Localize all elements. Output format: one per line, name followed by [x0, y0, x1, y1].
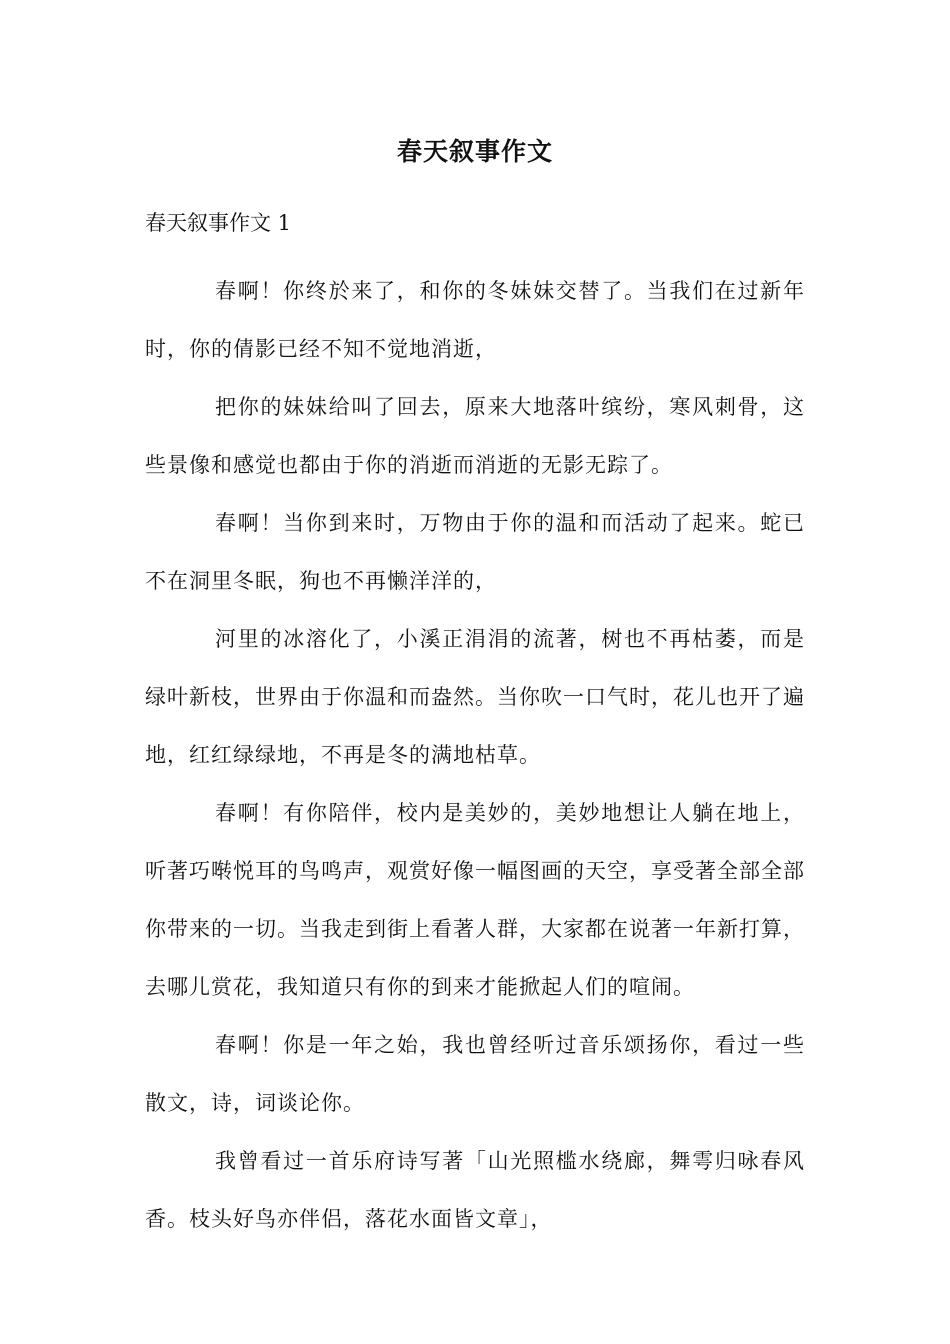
paragraph: 春啊！你是一年之始，我也曾经听过音乐颂扬你，看过一些散文，诗，词谈论你。 — [145, 1033, 805, 1115]
document-body — [145, 262, 805, 1248]
paragraph: 把你的妹妹给叫了回去，原来大地落叶缤纷，寒风刺骨，这些景像和感觉也都由于你的消逝而消逝的无影无踪了。 — [145, 395, 805, 477]
section-heading: 春天叙事作文 1 — [145, 211, 292, 235]
paragraph: 春啊！你终於来了，和你的冬妹妹交替了。当我们在过新年时，你的倩影已经不知不觉地消逝， — [145, 279, 805, 361]
document-title: 春天叙事作文 — [396, 137, 553, 166]
paragraph: 春啊！有你陪伴，校内是美妙的，美妙地想让人躺在地上，听著巧啭悦耳的鸟鸣声，观赏好像一幅图画的天空，享受著全部全部你带来的一切。当我走到街上看著人群，大家都在说著一年新打算，去哪儿赏花，我知道只有你的到来才能掀起人们的喧闹。 — [145, 801, 805, 999]
paragraph: 春啊！当你到来时，万物由于你的温和而活动了起来。蛇已不在洞里冬眠，狗也不再懒洋洋的， — [145, 511, 805, 593]
paragraph: 我曾看过一首乐府诗写著「山光照槛水绕廊，舞雩归咏春风香。枝头好鸟亦伴侣，落花水面皆文章」， — [145, 1149, 805, 1231]
paragraph: 河里的冰溶化了，小溪正涓涓的流著，树也不再枯萎，而是绿叶新枝，世界由于你温和而盎然。当你吹一口气时，花儿也开了遍地，红红绿绿地，不再是冬的满地枯草。 — [145, 627, 805, 767]
